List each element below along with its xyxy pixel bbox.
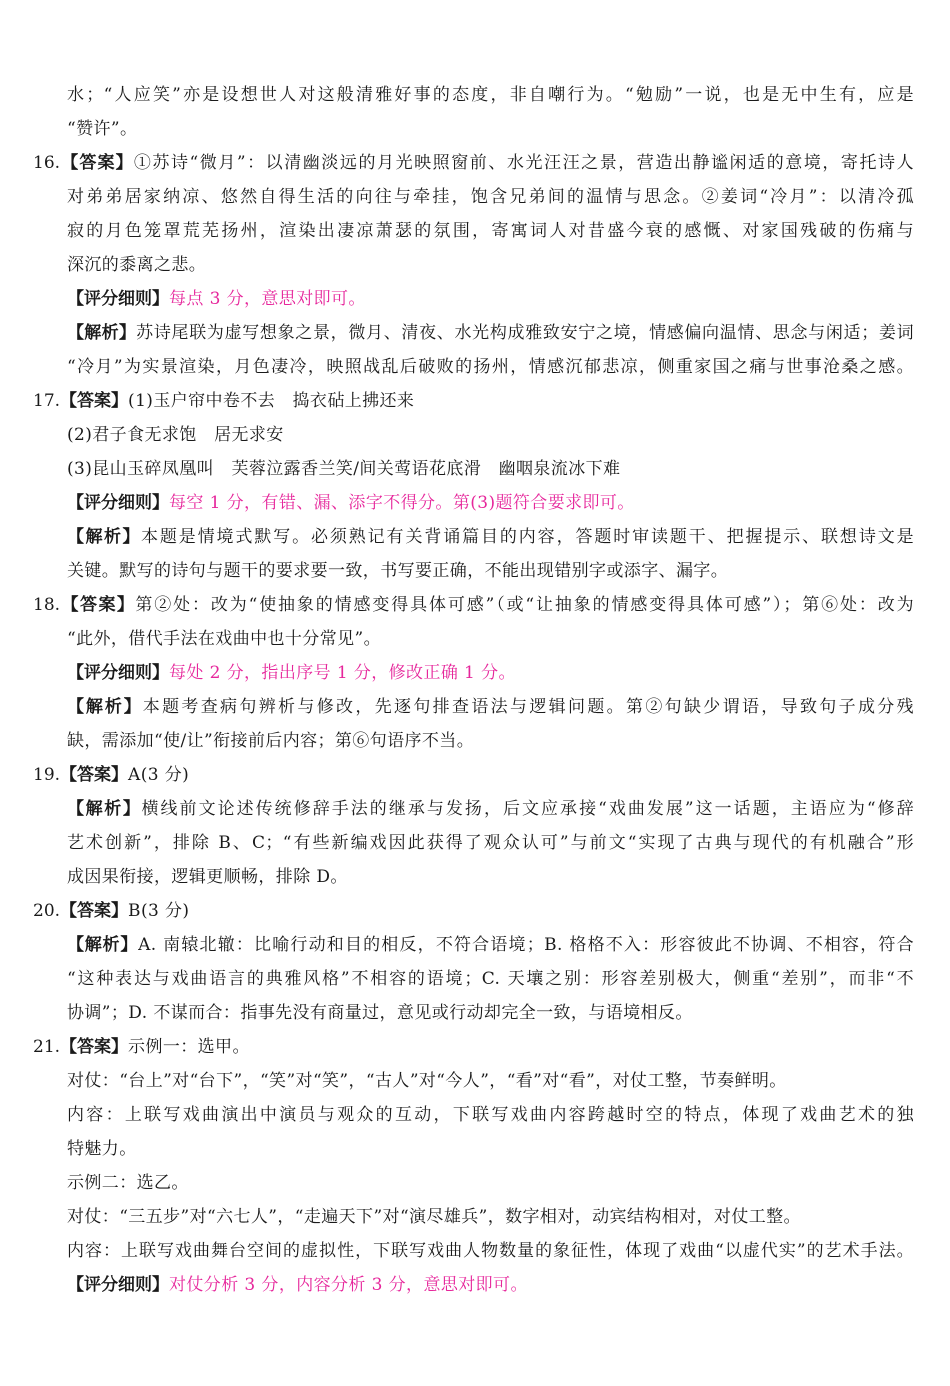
analysis-tag: 【解析】 — [67, 935, 139, 955]
q18-scoring-line — [67, 658, 914, 688]
scoring-text: 对仗分析 3 分，内容分析 3 分，意思对即可。 — [169, 1275, 528, 1295]
q19-analysis-line: 成因果衔接，逻辑更顺畅，排除 D。 — [67, 867, 348, 887]
scoring-text: 每点 3 分，意思对即可。 — [169, 289, 366, 309]
answer-text: B(3 分) — [128, 901, 190, 921]
q16-answer-line — [33, 148, 914, 178]
q20-analysis-line — [67, 930, 914, 960]
answer-tag: 【答案】 — [60, 1037, 129, 1057]
question-number: 17. — [33, 391, 61, 411]
q20-answer-line — [33, 896, 914, 926]
q19-analysis-line: 艺术创新”，排除 B、C；“有些新编戏因此获得了观众认可”与前文“实现了古典与现代的有机融合”形 — [67, 833, 914, 853]
answer-tag: 【答案】 — [60, 765, 129, 785]
q17-answer-line: (3)昆山玉碎凤凰叫 芙蓉泣露香兰笑/间关莺语花底滑 幽咽泉流冰下难 — [67, 459, 621, 479]
question-number: 18. — [33, 595, 61, 615]
q21-example-line: 内容：上联写戏曲演出中演员与观众的互动，下联写戏曲内容跨越时空的特点，体现了戏曲艺术的独 — [67, 1105, 914, 1125]
q17-answer-line — [33, 386, 914, 416]
q21-example-line: 示例二：选乙。 — [67, 1173, 189, 1193]
q15-text-line: 水；“人应笑”亦是设想世人对这般清雅好事的态度，非自嘲行为。“勉励”一说，也是无中生有，应是 — [67, 85, 914, 105]
q21-example-line: 内容：上联写戏曲舞台空间的虚拟性，下联写戏曲人物数量的象征性，体现了戏曲“以虚代实”的艺术手法。 — [67, 1241, 914, 1261]
q18-analysis-line: 缺，需添加“使/让”衔接前后内容；第⑥句语序不当。 — [67, 731, 475, 751]
analysis-tag: 【解析】 — [67, 323, 137, 343]
q16-analysis-line: “冷月”为实景渲染，月色凄冷，映照战乱后破败的扬州，情感沉郁悲凉，侧重家国之痛与世事沧桑之感。 — [67, 357, 914, 377]
q20-analysis-line: “这种表达与戏曲语言的典雅风格”不相容的语境；C. 天壤之别：形容差别极大，侧重“差别”，而非“不 — [67, 969, 914, 989]
analysis-tag: 【解析】 — [67, 527, 141, 547]
q18-answer-line: “此外，借代手法在戏曲中也十分常见”。 — [67, 629, 381, 649]
q16-answer-line: 深沉的黍离之悲。 — [67, 255, 207, 275]
analysis-text: 横线前文论述传统修辞手法的继承与发扬，后文应承接“戏曲发展”这一话题，主语应为“修辞 — [141, 799, 914, 819]
question-number: 16. — [33, 153, 61, 173]
q18-answer-line — [33, 590, 914, 620]
q16-answer-line: 寂的月色笼罩荒芜扬州，渲染出凄凉萧瑟的氛围，寄寓词人对昔盛今衰的感慨、对家国残破的伤痛与 — [67, 221, 914, 241]
scoring-text: 每处 2 分，指出序号 1 分，修改正确 1 分。 — [169, 663, 516, 683]
analysis-tag: 【解析】 — [67, 799, 142, 819]
q15-text-line: “赞许”。 — [67, 119, 138, 139]
scoring-tag: 【评分细则】 — [67, 289, 169, 309]
answer-text: (1)玉户帘中卷不去 捣衣砧上拂还来 — [128, 391, 415, 411]
answer-text: ①苏诗“微月”：以清幽淡远的月光映照窗前、水光汪汪之景，营造出静谧闲适的意境，寄托诗人 — [133, 153, 914, 173]
question-number: 19. — [33, 765, 61, 785]
q21-scoring-line — [67, 1270, 914, 1300]
analysis-text: A. 南辕北辙：比喻行动和目的相反，不符合语境；B. 格格不入：形容彼此不协调、不相容，符合 — [138, 935, 914, 955]
answer-tag: 【答案】 — [60, 153, 134, 173]
q17-analysis-line: 关键。默写的诗句与题干的要求要一致，书写要正确，不能出现错别字或添字、漏字。 — [67, 561, 729, 581]
answer-tag: 【答案】 — [60, 391, 129, 411]
q17-analysis-line — [67, 522, 914, 552]
analysis-tag: 【解析】 — [67, 697, 143, 717]
answer-tag: 【答案】 — [60, 901, 129, 921]
analysis-text: 本题考查病句辨析与修改，先逐句排查语法与逻辑问题。第②句缺少谓语，导致句子成分残 — [142, 697, 915, 717]
q16-answer-line: 对弟弟居家纳凉、悠然自得生活的向往与牵挂，饱含兄弟间的温情与思念。②姜词“冷月”：以清冷孤 — [67, 187, 914, 207]
scoring-tag: 【评分细则】 — [67, 663, 169, 683]
q18-analysis-line — [67, 692, 914, 722]
question-number: 21. — [33, 1037, 61, 1057]
q16-analysis-line — [67, 318, 914, 348]
q17-answer-line: (2)君子食无求饱 居无求安 — [67, 425, 284, 445]
q21-answer-line — [33, 1032, 914, 1062]
q19-analysis-line — [67, 794, 914, 824]
q16-scoring-line — [67, 284, 914, 314]
question-number: 20. — [33, 901, 61, 921]
answer-tag: 【答案】 — [60, 595, 136, 615]
analysis-text: 苏诗尾联为虚写想象之景，微月、清夜、水光构成雅致安宁之境，情感偏向温情、思念与闲适；姜词 — [136, 323, 914, 343]
scoring-text: 每空 1 分，有错、漏、添字不得分。第(3)题符合要求即可。 — [169, 493, 635, 513]
answer-text: A(3 分) — [128, 765, 190, 785]
scoring-tag: 【评分细则】 — [67, 493, 169, 513]
scoring-tag: 【评分细则】 — [67, 1275, 169, 1295]
answer-text: 示例一：选甲。 — [128, 1037, 250, 1057]
q17-scoring-line — [67, 488, 914, 518]
answer-text: 第②处：改为“使抽象的情感变得具体可感”（或“让抽象的情感变得具体可感”）；第⑥处：改为 — [135, 595, 914, 615]
q20-analysis-line: 协调”；D. 不谋而合：指事先没有商量过，意见或行动却完全一致，与语境相反。 — [67, 1003, 693, 1023]
q21-example-line: 对仗：“台上”对“台下”，“笑”对“笑”，“古人”对“今人”，“看”对“看”，对仗工整，节奏鲜明。 — [67, 1071, 787, 1091]
analysis-text: 本题是情境式默写。必须熟记有关背诵篇目的内容，答题时审读题干、把握提示、联想诗文是 — [140, 527, 914, 547]
q19-answer-line — [33, 760, 914, 790]
q21-example-line: 对仗：“三五步”对“六七人”，“走遍天下”对“演尽雄兵”，数字相对，动宾结构相对，对仗工整。 — [67, 1207, 801, 1227]
q21-example-line: 特魅力。 — [67, 1139, 137, 1159]
